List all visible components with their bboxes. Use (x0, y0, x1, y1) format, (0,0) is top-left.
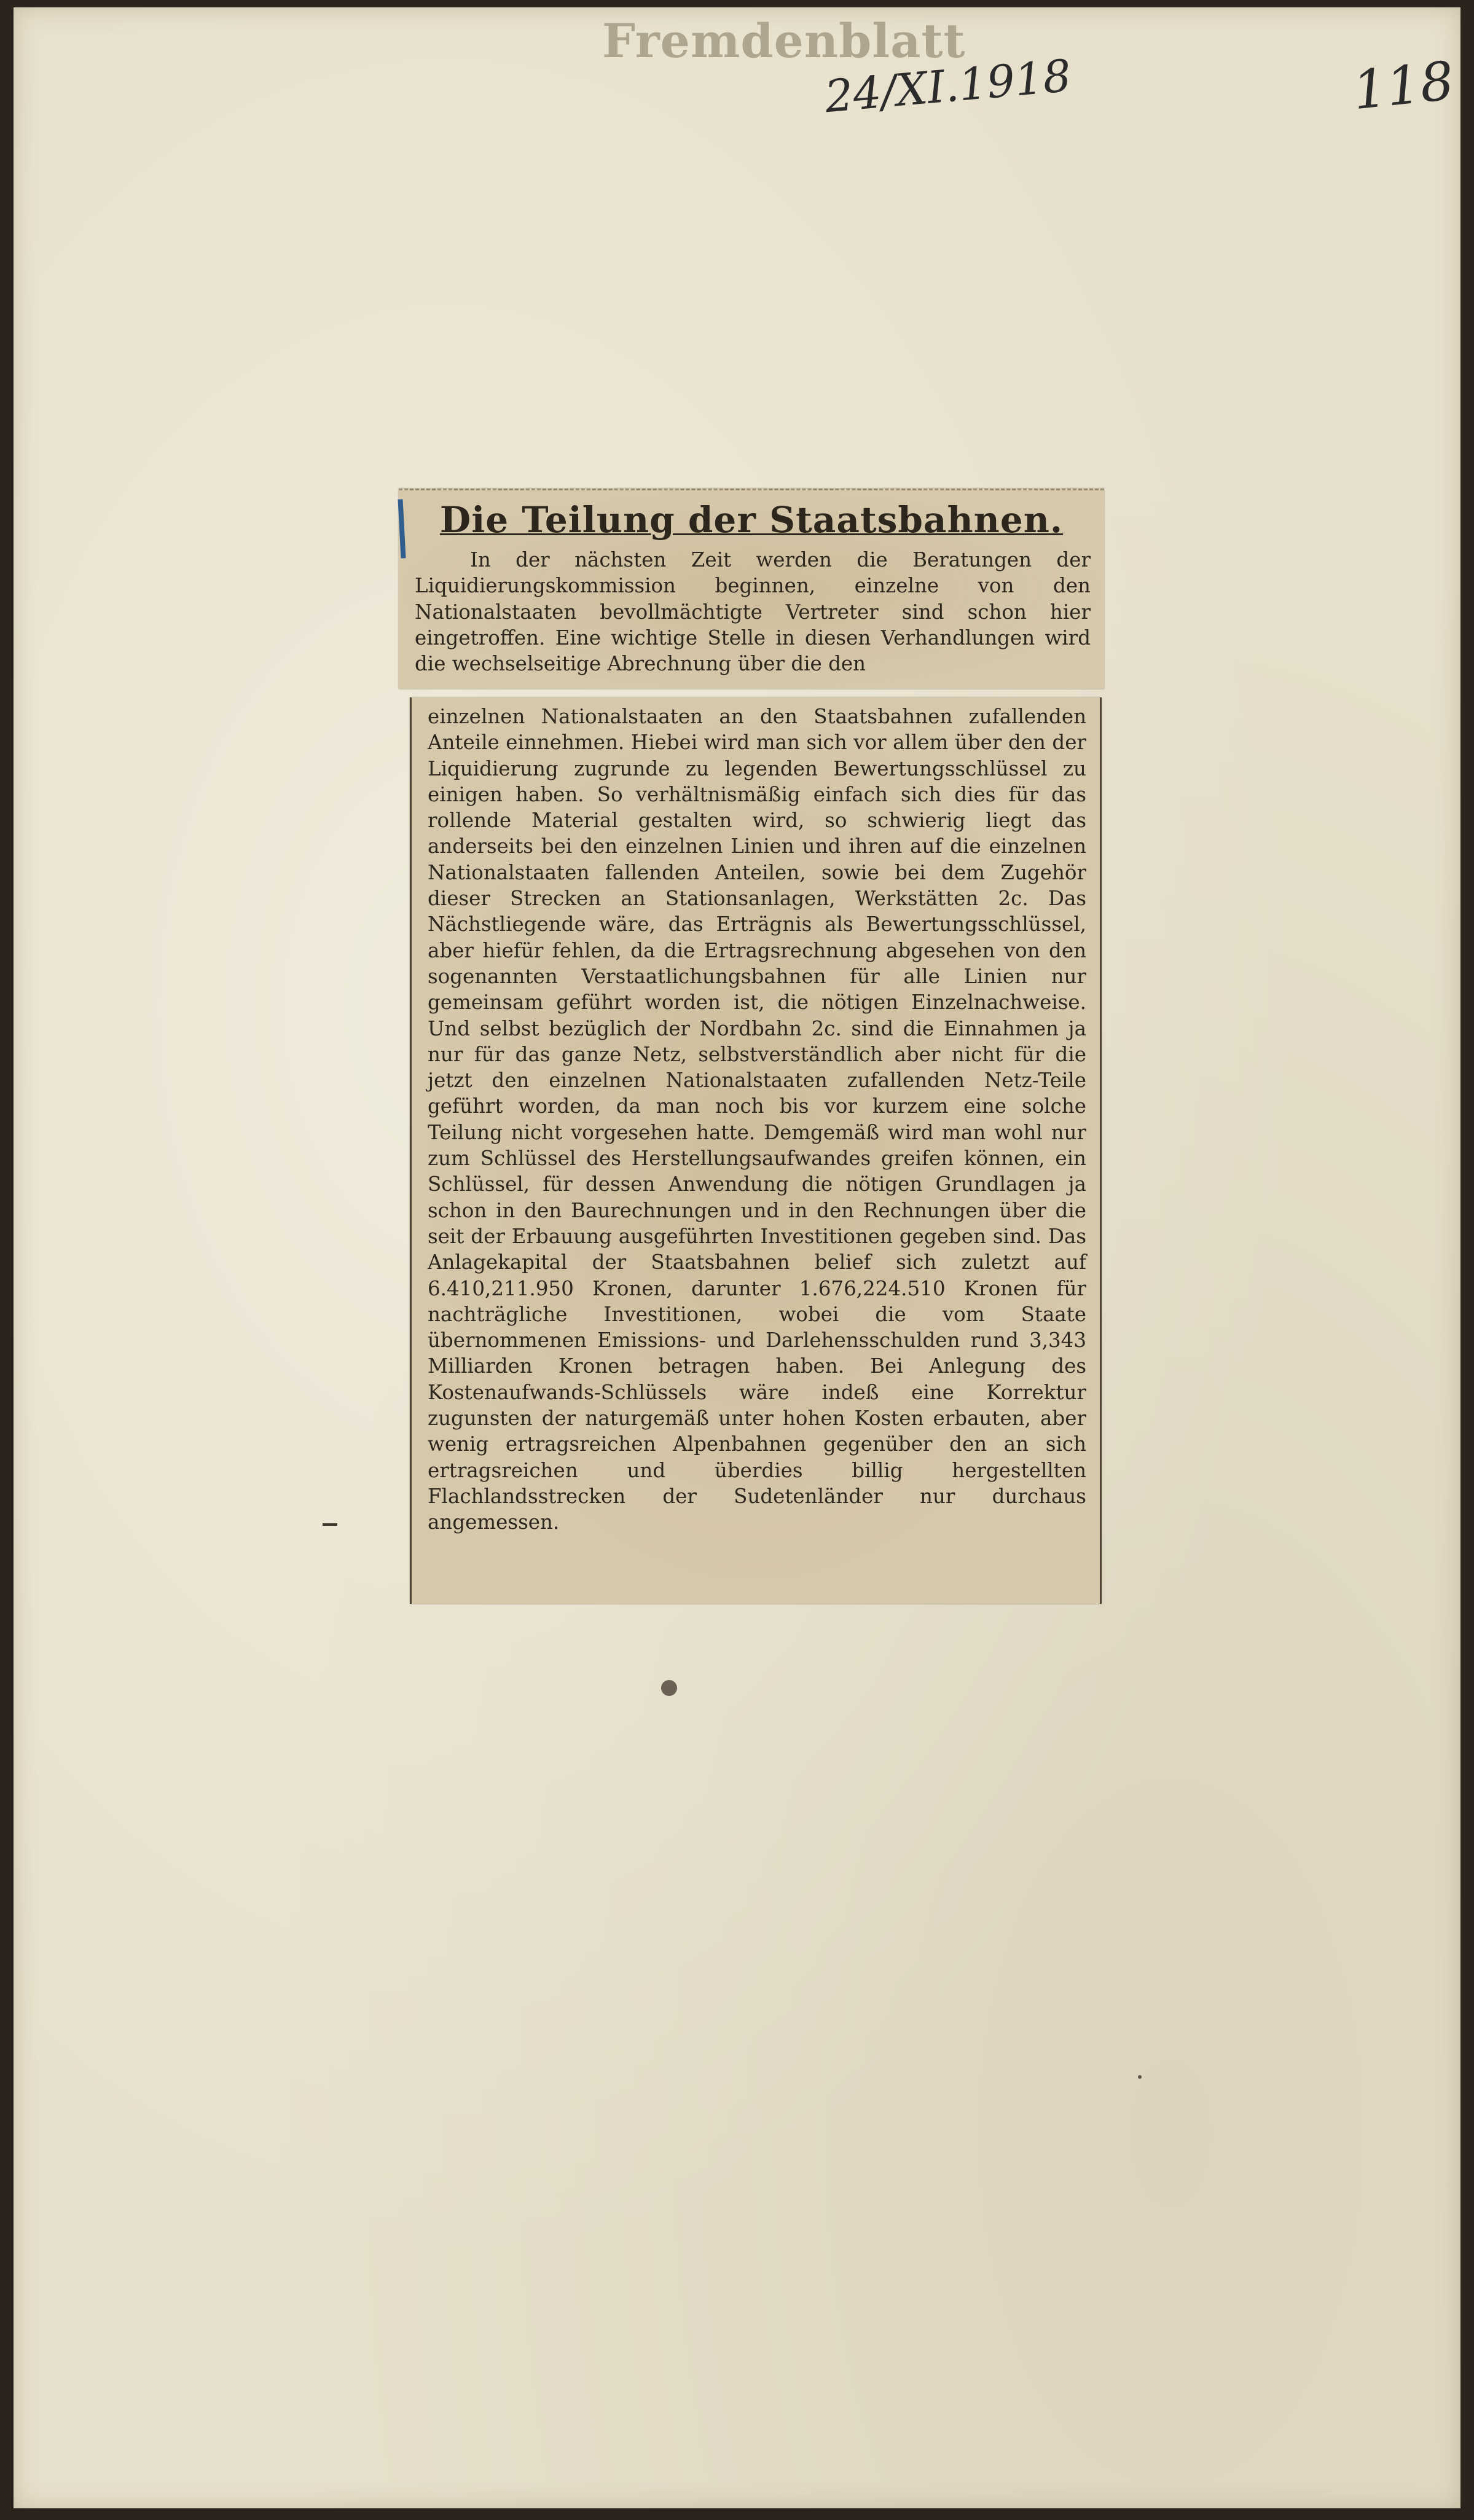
paper-speck (1138, 2075, 1142, 2079)
handwritten-date: 24/XI.1918 (823, 49, 1073, 123)
article-paragraph-2: einzelnen Nationalstaaten an den Staatsbahnen zufallenden Anteile einnehmen. Hiebei wird man sich vor allem über den der Liquidierung zugrunde zu legenden Bewertungsschlüssel zu einigen haben. So verhältnismäßig einfach sich dies für das rollende Material gestalten wird, so schwierig liegt das anderseits bei den einzelnen Linien und ihren auf die einzelnen Nationalstaaten fallenden Anteilen, sowie bei dem Zugehör dieser Strecken an Stationsanlagen, Werkstätten 2c. Das Nächstliegende wäre, das Erträgnis als Bewertungsschlüssel, aber hiefür fehlen, da die Ertragsrechnung abgesehen von den sogenannten Verstaatlichungsbahnen für alle Linien nur gemeinsam geführt worden ist, die nötigen Einzelnachweise. Und selbst bezüglich der Nordbahn 2c. sind die Einnahmen ja nur für das ganze Netz, selbstverständlich aber nicht für die jetzt den einzelnen Nationalstaaten zufallenden Netz-Teile geführt worden, da man noch bis vor kurzem eine solche Teilung nicht vorgesehen hatte. Demgemäß wird man wohl nur zum Schlüssel des Herstellungsaufwandes greifen können, ein Schlüssel, für dessen Anwendung die nötigen Grundlagen ja schon in den Baurechnungen und in den Rechnungen über die seit der Erbauung ausgeführten Investitionen gegeben sind. Das Anlagekapital der Staatsbahnen belief sich zuletzt auf 6.410,211.950 Kronen, darunter 1.676,224.510 Kronen für nachträgliche Investitionen, wobei die vom Staate übernommenen Emissions- und Darlehensschulden rund 3,343 Milliarden Kronen betragen haben. Bei Anlegung des Kostenaufwands-Schlüssels wäre indeß eine Korrektur zugunsten der naturgemäß unter hohen Kosten erbauten, aber wenig ertragsreichen Alpenbahnen gegenüber den an sich ertragsreichen und überdies billig hergestellten Flachlandsstrecken der Sudetenländer nur durchaus angemessen. (428, 705, 1086, 1534)
archive-sheet (14, 7, 1460, 2508)
clipping-top (399, 489, 1104, 689)
handwritten-page-number: 118 (1350, 50, 1457, 122)
blue-pencil-mark (398, 498, 417, 558)
newspaper-stamp: Fremdenblatt (602, 14, 966, 68)
margin-dash (323, 1523, 337, 1526)
paper-spot (661, 1680, 677, 1696)
article-paragraph-1: In der nächsten Zeit werden die Beratungen der Liquidierungskommission beginnen, einzelne von den Nationalstaaten bevollmächtigte Vertreter sind schon hier eingetroffen. Eine wichtige Stelle in diesen Verhandlungen wird die wechselseitige Abrechnung über die den (415, 548, 1091, 676)
article-title: Die Teilung der Staatsbahnen. (439, 499, 1064, 541)
clipping-bottom (410, 697, 1102, 1604)
